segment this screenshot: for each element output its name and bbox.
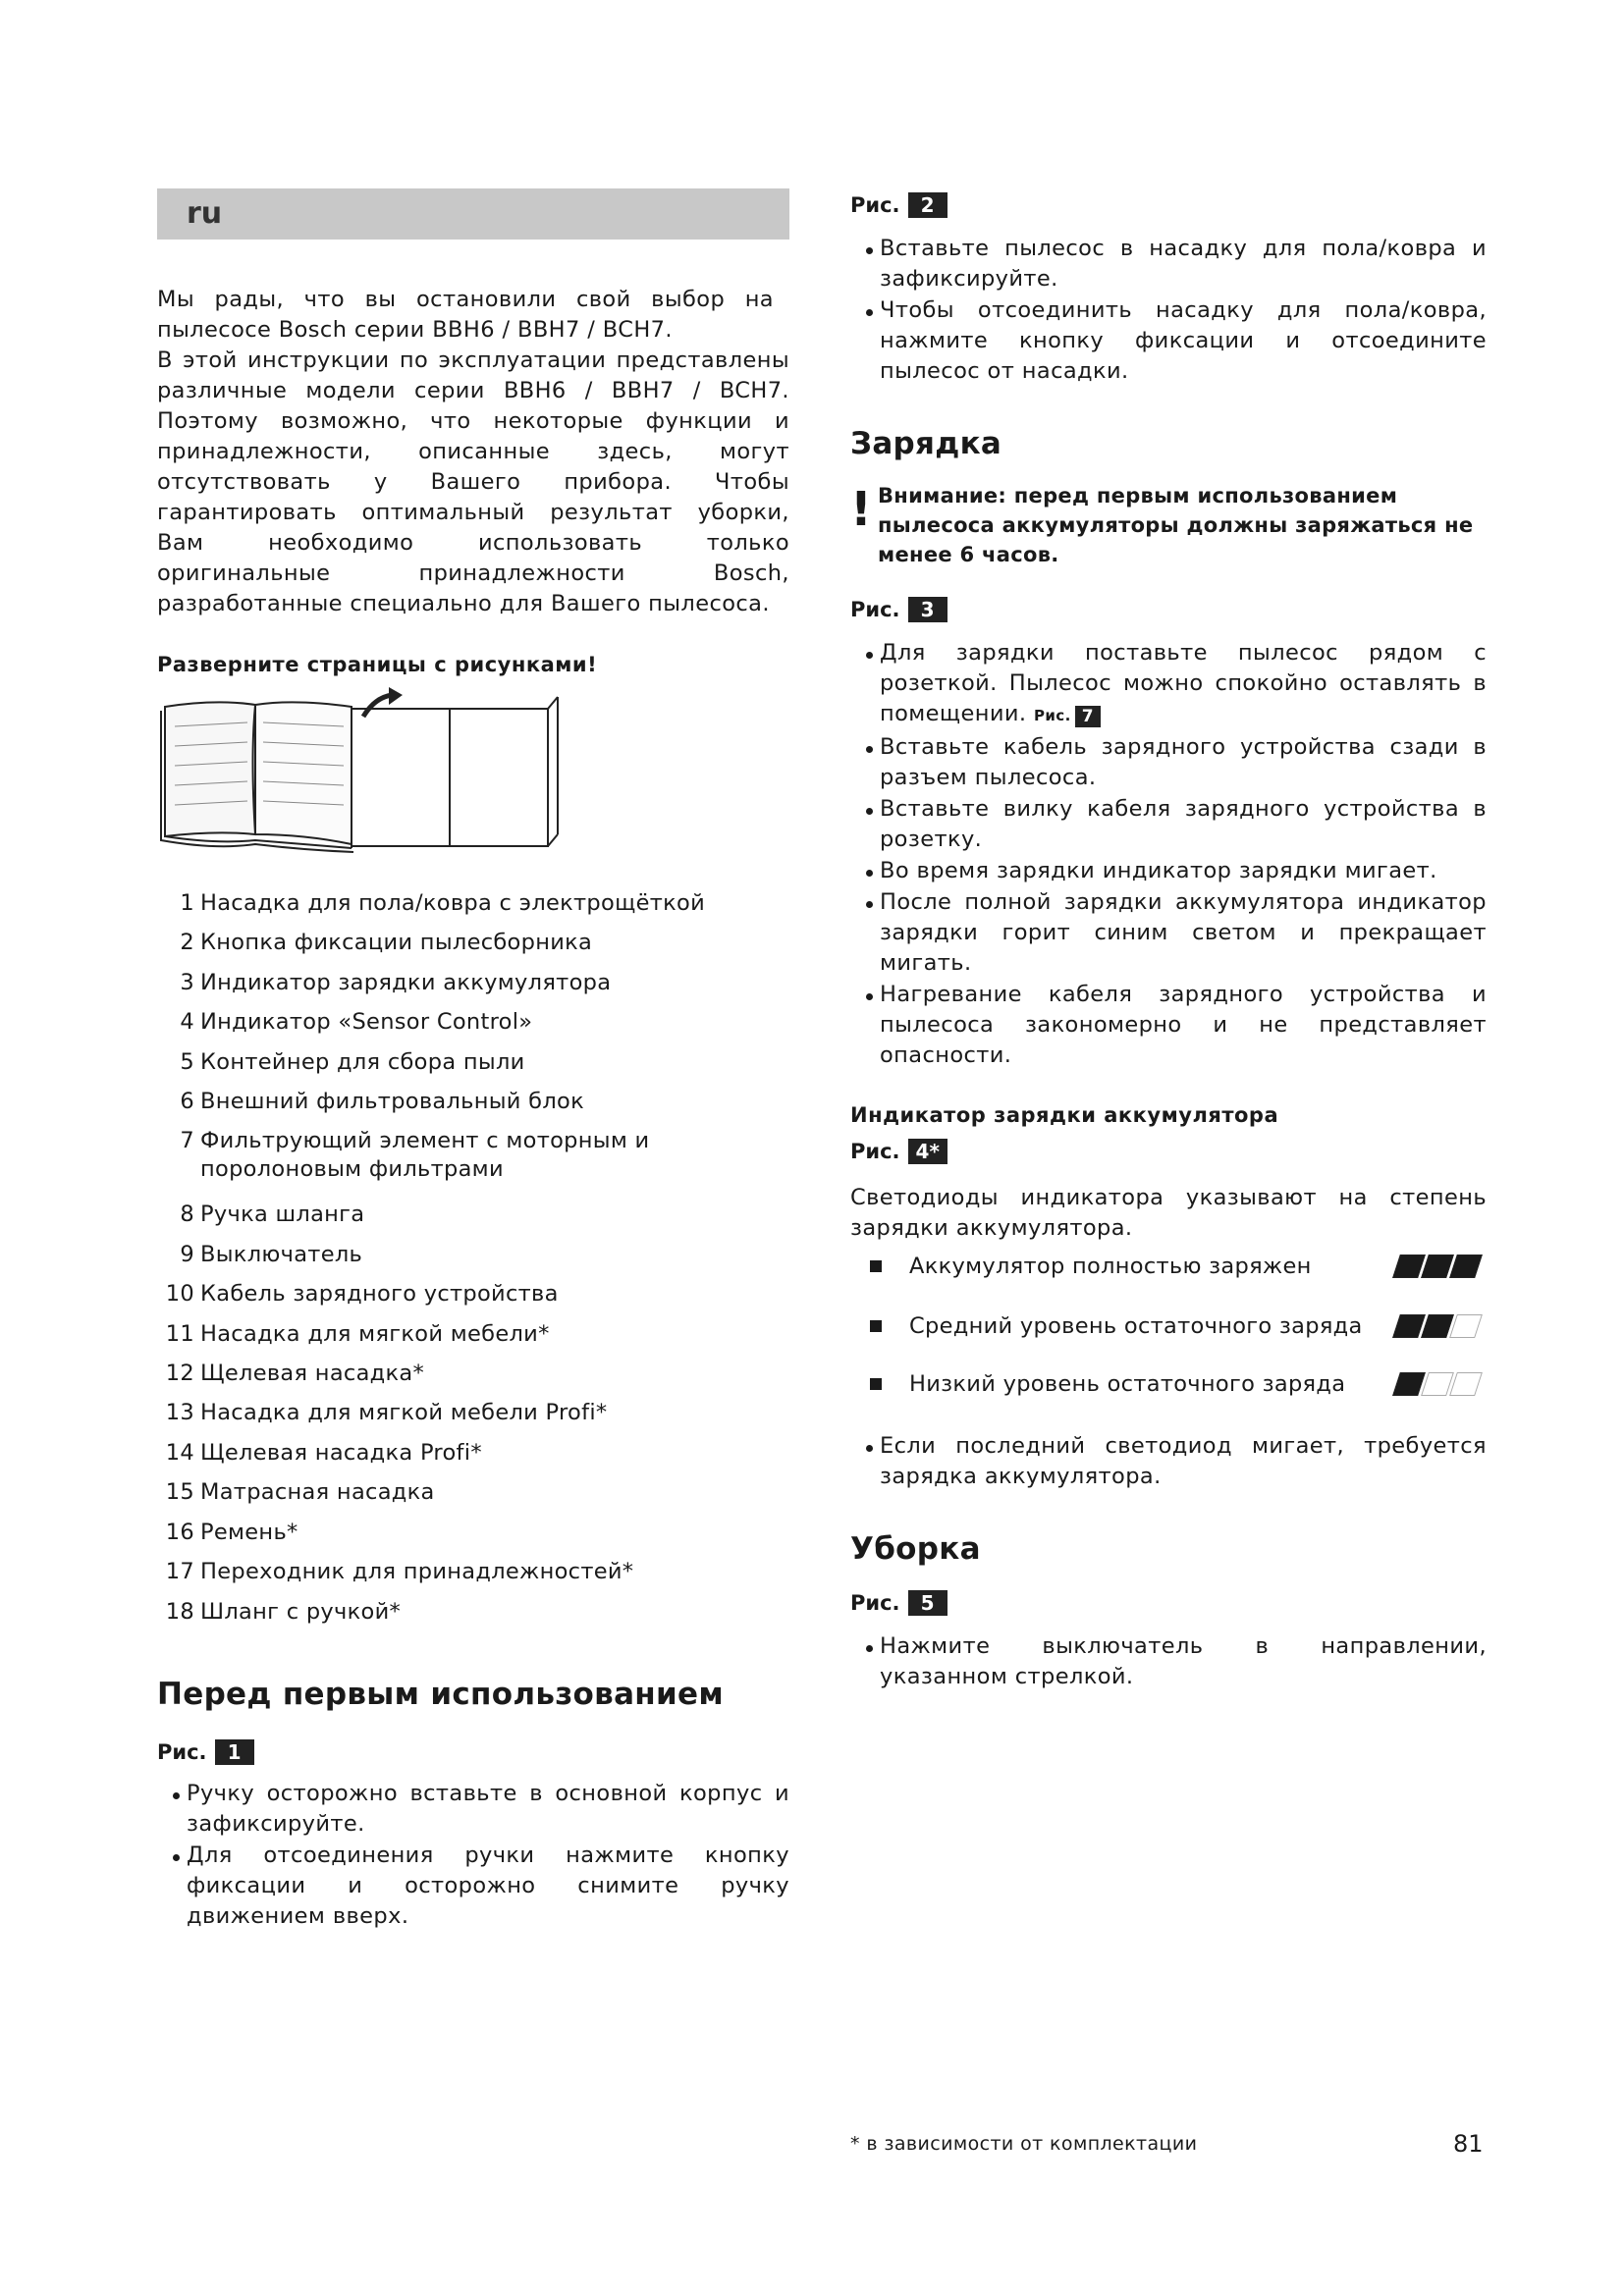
battery-note [850, 1431, 1487, 1493]
fig-number-badge: 4* [908, 1139, 947, 1164]
list-item [157, 1002, 789, 1041]
bullet-dot-icon [866, 1645, 873, 1652]
battery-segment-lit [1392, 1314, 1426, 1338]
square-bullet-icon [870, 1378, 882, 1390]
list-item [157, 1472, 789, 1512]
list-item: Нагревание кабеля зарядного устройства и пылесоса закономерно и не представляет опасности. [850, 980, 1487, 1071]
fig-label: Рис. [850, 1140, 900, 1163]
inline-fig-7-label: Рис. 7 [1034, 707, 1101, 724]
bullet-dot-icon [866, 993, 873, 1000]
part-number: 13 [165, 1400, 194, 1426]
part-number: 7 [180, 1128, 194, 1154]
charging-heading: Зарядка [850, 426, 1002, 461]
list-item [157, 1354, 789, 1393]
part-label: Индикатор зарядки аккумулятора [200, 969, 612, 995]
charging-bullets [850, 638, 1487, 1072]
part-label: Кнопка фиксации пылесборника [200, 930, 593, 956]
battery-segment-lit [1392, 1255, 1426, 1278]
list-item [157, 1433, 789, 1472]
part-number: 10 [165, 1281, 194, 1308]
fig-label: Рис. [850, 598, 900, 621]
part-number: 17 [165, 1559, 194, 1585]
fig-label: Рис. [157, 1740, 207, 1764]
unfold-pages-illustration [157, 687, 560, 854]
battery-level-low: Низкий уровень остаточного заряда [870, 1366, 1479, 1402]
list-item [157, 1082, 789, 1121]
part-label: Ремень* [200, 1519, 298, 1545]
list-item: Вставьте вилку кабеля зарядного устройства в розетку. [850, 794, 1487, 855]
footnote: * в зависимости от комплектации [850, 2133, 1198, 2155]
part-number: 8 [180, 1201, 194, 1228]
battery-segment-lit [1421, 1255, 1454, 1278]
charging-warning [850, 481, 1487, 569]
battery-segment-lit [1421, 1314, 1454, 1338]
part-number: 4 [180, 1009, 194, 1036]
part-number: 16 [165, 1519, 194, 1545]
part-number: 3 [180, 969, 194, 995]
bullet-dot-icon [866, 309, 873, 316]
part-number: 12 [165, 1361, 194, 1387]
bullet-dot-icon [173, 1792, 180, 1799]
list-item: Если последний светодиод мигает, требуется зарядка аккумулятора. [850, 1431, 1487, 1492]
fig-4-label [850, 1139, 947, 1164]
battery-segment-unlit [1421, 1372, 1454, 1396]
part-label: Контейнер для сбора пыли [200, 1048, 525, 1075]
bullet-dot-icon [866, 901, 873, 908]
fig-2-label [850, 192, 947, 218]
part-label: Индикатор «Sensor Control» [200, 1009, 533, 1036]
battery-segment-unlit [1449, 1372, 1483, 1396]
fig-3-label [850, 597, 947, 622]
part-number: 15 [165, 1479, 194, 1506]
list-item [157, 1042, 789, 1082]
bullet-dot-icon [866, 652, 873, 659]
list-item [157, 963, 789, 1002]
part-label: Переходник для принадлежностей* [200, 1559, 634, 1585]
intro-paragraph-1: Мы рады, что вы остановили свой выбор на пылесосе Bosch серии BBH6 / BBH7 / BCH7. [157, 287, 774, 343]
part-label: Насадка для пола/ковра с электрощёткой [200, 890, 706, 916]
battery-icon [1396, 1255, 1479, 1278]
part-label: Внешний фильтровальный блок [200, 1089, 584, 1115]
part-number: 2 [180, 930, 194, 956]
intro-paragraph-2: В этой инструкции по эксплуатации представлены различные модели серии BBH6 / BBH7 / BCH7. Поэтому возможно, что некоторые функции и принадлежности, описанные здесь, могут отсутствовать у Вашего прибора. Чтобы гарантировать оптимальный результат уборки, Вам необходимо использовать только оригинальные принадлежности Bosch, разработанные специально для Вашего пылесоса. [157, 347, 789, 616]
list-item [157, 923, 789, 962]
list-item [157, 1274, 789, 1313]
list-item [157, 1314, 789, 1354]
part-label: Выключатель [200, 1241, 363, 1267]
part-label: Щелевая насадка Profi* [200, 1439, 482, 1466]
parts-list [157, 883, 789, 1631]
square-bullet-icon [870, 1320, 882, 1332]
list-item [157, 1513, 789, 1552]
battery-level-medium: Средний уровень остаточного заряда [870, 1308, 1479, 1344]
fig-label: Рис. [850, 1591, 900, 1615]
fig-5-label [850, 1590, 947, 1616]
part-number: 6 [180, 1089, 194, 1115]
list-item: Ручку осторожно вставьте в основной корпус и зафиксируйте. [157, 1779, 789, 1840]
list-item [157, 883, 789, 923]
battery-segment-unlit [1449, 1314, 1483, 1338]
fig-number-badge: 3 [908, 597, 947, 622]
part-label: Фильтрующий элемент с моторным и [200, 1128, 650, 1154]
part-number: 1 [180, 890, 194, 916]
page-number: 81 [1453, 2130, 1484, 2158]
battery-level-full: Аккумулятор полностью заряжен [870, 1249, 1479, 1284]
bullet-dot-icon [173, 1854, 180, 1861]
before-use-heading: Перед первым использованием [157, 1677, 724, 1712]
fig-number-badge: 5 [908, 1590, 947, 1616]
exclamation-icon: ! [850, 482, 872, 537]
list-item: Вставьте кабель зарядного устройства сзади в разъем пылесоса. [850, 732, 1487, 793]
part-label: Насадка для мягкой мебели* [200, 1320, 550, 1347]
list-item: Нажмите выключатель в направлении, указанном стрелкой. [850, 1631, 1487, 1692]
part-number: 9 [180, 1241, 194, 1267]
list-item: Вставьте пылесос в насадку для пола/ковра и зафиксируйте. [850, 234, 1487, 294]
part-label: Кабель зарядного устройства [200, 1281, 559, 1308]
part-number: 14 [165, 1439, 194, 1466]
square-bullet-icon [870, 1260, 882, 1272]
part-label: Щелевая насадка* [200, 1361, 425, 1387]
part-number: 11 [165, 1320, 194, 1347]
list-item: Чтобы отсоединить насадку для пола/ковра, нажмите кнопку фиксации и отсоедините пылесос от насадки. [850, 295, 1487, 387]
list-item [157, 1393, 789, 1432]
bullet-dot-icon [866, 746, 873, 753]
list-item [157, 1235, 789, 1274]
list-item [157, 1195, 789, 1234]
part-label: Ручка шланга [200, 1201, 365, 1228]
before-use-bullets [157, 1779, 789, 1933]
battery-icon [1396, 1314, 1479, 1338]
fig-number-badge: 2 [908, 192, 947, 218]
bullet-dot-icon [866, 247, 873, 254]
bullet-dot-icon [866, 808, 873, 815]
bullet-dot-icon [866, 1445, 873, 1452]
fig-label: Рис. [850, 193, 900, 217]
fig-number-badge: 1 [215, 1739, 254, 1765]
list-item [157, 1127, 789, 1184]
battery-icon [1396, 1372, 1479, 1396]
list-item [157, 1552, 789, 1591]
language-code: ru [187, 196, 223, 231]
list-item: Во время зарядки индикатор зарядки мигает. [850, 856, 1487, 886]
cleaning-bullets [850, 1631, 1487, 1693]
part-label: Матрасная насадка [200, 1479, 435, 1506]
fig-number-badge: 7 [1075, 706, 1101, 727]
list-item: Для зарядки поставьте пылесос рядом с розеткой. Пылесос можно спокойно оставлять в помещении. Рис. 7 [850, 638, 1487, 731]
part-label: Насадка для мягкой мебели Profi* [200, 1400, 608, 1426]
list-item: Для отсоединения ручки нажмите кнопку фиксации и осторожно снимите ручку движением вверх. [157, 1841, 789, 1932]
unfold-heading: Разверните страницы с рисунками! [157, 653, 598, 676]
battery-segment-lit [1392, 1372, 1426, 1396]
list-item: После полной зарядки аккумулятора индикатор зарядки горит синим светом и прекращает мигать. [850, 887, 1487, 979]
part-label: Шланг с ручкой* [200, 1598, 402, 1625]
battery-segment-lit [1449, 1255, 1483, 1278]
fig2-bullets [850, 234, 1487, 388]
battery-indicator-text: Светодиоды индикатора указывают на степень зарядки аккумулятора. [850, 1185, 1487, 1241]
cleaning-heading: Уборка [850, 1531, 981, 1567]
part-label-continued: поролоновым фильтрами [200, 1156, 504, 1183]
fig-1-label [157, 1739, 254, 1765]
warning-text: Внимание: перед первым использованием пылесоса аккумуляторы должны заряжаться не менее 6 часов. [878, 484, 1474, 566]
bullet-dot-icon [866, 870, 873, 877]
list-item [157, 1592, 789, 1631]
part-number: 5 [180, 1048, 194, 1075]
language-bar [157, 188, 789, 240]
part-number: 18 [165, 1598, 194, 1625]
battery-indicator-heading: Индикатор зарядки аккумулятора [850, 1103, 1279, 1127]
